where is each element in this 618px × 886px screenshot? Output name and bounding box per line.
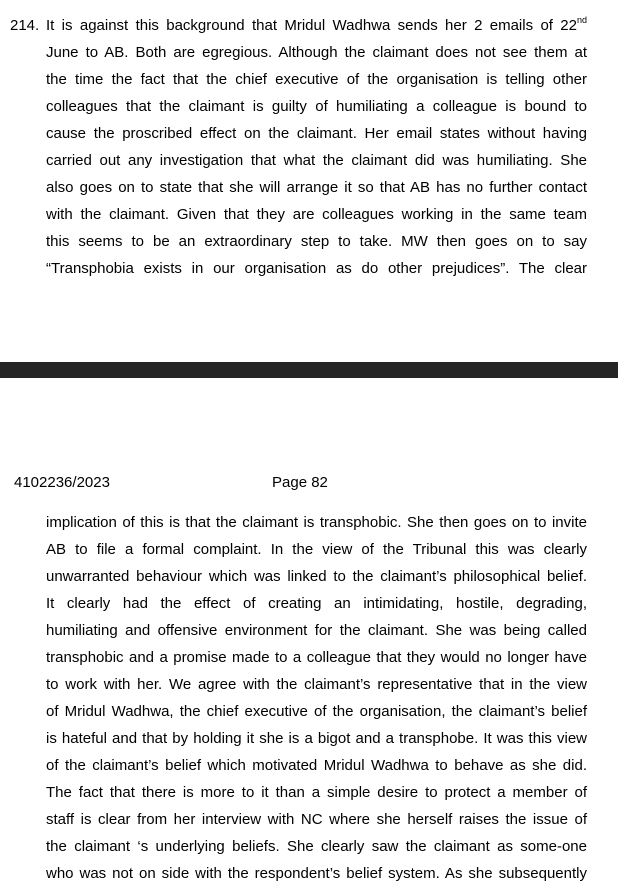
paragraph-line: It clearly had the effect of creating an intimidating, hostile, degrading, [46, 595, 587, 612]
paragraph-line: colleagues that the claimant is guilty of humiliating a colleague is bound to [46, 98, 587, 115]
paragraph-line: unwarranted behaviour which was linked to the claimant’s philosophical belief. [46, 568, 587, 585]
case-number: 4102236/2023 [14, 474, 110, 491]
paragraph-line: of Mridul Wadhwa, the chief executive of the organisation, the claimant’s belief [46, 703, 587, 720]
line-text: It is against this background that Mridul Wadhwa sends her 2 emails of 22 [46, 17, 577, 34]
page-separator [0, 362, 618, 378]
paragraph-line: the claimant ‘s underlying beliefs. She clearly saw the claimant as some-one [46, 838, 587, 855]
paragraph-line: this seems to be an extraordinary step to take. MW then goes on to say [46, 233, 587, 250]
paragraph-line: transphobic and a promise made to a colleague that they would no longer have [46, 649, 587, 666]
paragraph-line [46, 16, 587, 36]
paragraph-line: the time the fact that the chief executive of the organisation is telling other [46, 71, 587, 88]
paragraph-line: “Transphobia exists in our organisation as do other prejudices”. The clear [46, 260, 587, 277]
paragraph-number: 214. [10, 17, 40, 34]
paragraph-line: carried out any investigation that what the claimant did was humiliating. She [46, 152, 587, 169]
paragraph-line: also goes on to state that she will arrange it so that AB has no further contact [46, 179, 587, 196]
paragraph-line: to work with her. We agree with the claimant’s representative that in the view [46, 676, 587, 693]
page-number: Page 82 [272, 474, 328, 491]
paragraph-line: The fact that there is more to it than a simple desire to protect a member of [46, 784, 587, 801]
paragraph-line: AB to file a formal complaint. In the view of the Tribunal this was clearly [46, 541, 587, 558]
paragraph-line: implication of this is that the claimant is transphobic. She then goes on to invite [46, 514, 587, 531]
paragraph-line: who was not on side with the respondent’s belief system. As she subsequently [46, 865, 587, 882]
paragraph-line: of the claimant’s belief which motivated Mridul Wadhwa to behave as she did. [46, 757, 587, 774]
paragraph-line: cause the proscribed effect on the claimant. Her email states without having [46, 125, 587, 142]
superscript-ordinal: nd [576, 15, 587, 25]
paragraph-line: June to AB. Both are egregious. Although the claimant does not see them at [46, 44, 587, 61]
paragraph-line: is hateful and that by holding it she is a bigot and a transphobe. It was this view [46, 730, 587, 747]
paragraph-line: with the claimant. Given that they are colleagues working in the same team [46, 206, 587, 223]
paragraph-line: humiliating and offensive environment for the claimant. She was being called [46, 622, 587, 639]
paragraph-line: staff is clear from her interview with NC where she herself raises the issue of [46, 811, 587, 828]
